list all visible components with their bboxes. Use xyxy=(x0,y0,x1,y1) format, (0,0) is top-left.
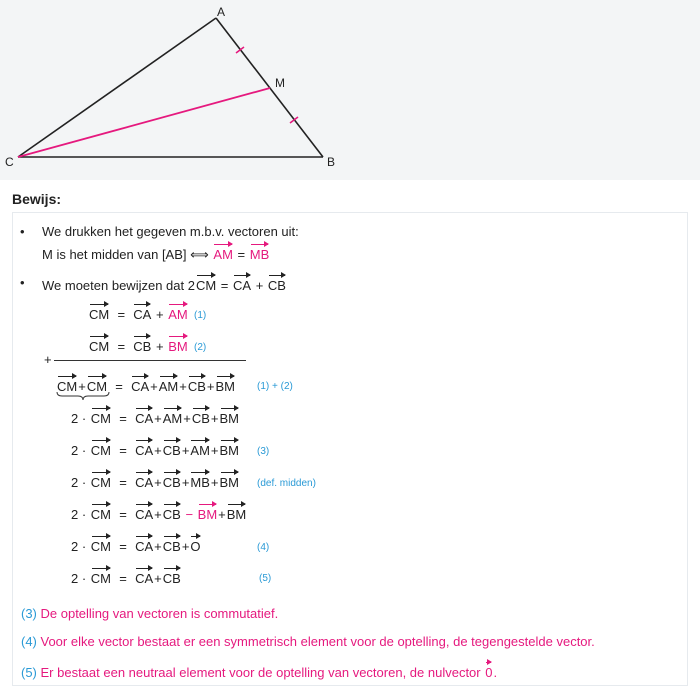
vector-cb: CB xyxy=(163,437,181,458)
vector-cb: CB xyxy=(163,469,181,490)
vector-cm: CM xyxy=(87,373,107,394)
vector-cb: CB xyxy=(163,533,181,554)
equals: = xyxy=(113,339,129,354)
median-cm xyxy=(18,88,270,157)
bullet1-line2 xyxy=(42,241,270,263)
label-m: M xyxy=(275,76,285,90)
coefficient: 2 · xyxy=(71,571,90,586)
footnote-number: (4) xyxy=(21,634,37,649)
footnote-4 xyxy=(21,634,595,649)
equation-4: 2 · CM = CA+AM+CB+BM xyxy=(71,405,240,426)
equals: = xyxy=(115,475,131,490)
triangle-svg xyxy=(0,0,700,180)
proof-title: Bewijs: xyxy=(12,191,62,207)
equals: = xyxy=(115,571,131,586)
equals: = xyxy=(115,507,131,522)
vector-bm: BM xyxy=(168,333,188,354)
label-a: A xyxy=(217,5,226,19)
triangle-diagram xyxy=(0,0,700,180)
vector-cb: CB xyxy=(268,272,286,293)
vector-bm: BM xyxy=(216,373,236,394)
label-b: B xyxy=(327,155,336,169)
vector-ca: CA xyxy=(135,565,153,586)
vector-am: AM xyxy=(163,405,183,426)
vector-ca: CA xyxy=(233,272,251,293)
bullet1-line1: We drukken het gegeven m.b.v. vectoren uit: xyxy=(42,224,299,239)
coefficient: 2 · xyxy=(71,539,90,554)
vector-cb: CB xyxy=(133,333,151,354)
vector-am: AM xyxy=(168,301,188,322)
vector-cm: CM xyxy=(57,373,77,394)
minus-sign: − xyxy=(185,507,194,522)
vector-cm: CM xyxy=(91,437,111,458)
side-ca xyxy=(18,18,216,157)
ref-def-midden: (def. midden) xyxy=(257,478,316,489)
vector-cm: CM xyxy=(91,469,111,490)
vector-bm: BM xyxy=(220,469,240,490)
midpoint-statement: M is het midden van [AB] xyxy=(42,247,187,262)
plus-sign: + xyxy=(44,352,52,367)
vector-cm: CM xyxy=(91,501,111,522)
vector-am: AM xyxy=(190,437,210,458)
footnote-text: De optelling van vectoren is commutatief. xyxy=(36,606,279,621)
equation-7: 2 · CM = CA+CB − BM+BM xyxy=(71,501,247,522)
footnote-number: (3) xyxy=(21,606,37,621)
equals: = xyxy=(237,247,246,262)
coefficient: 2 · xyxy=(71,443,90,458)
footnote-text: Voor elke vector bestaat er een symmetrisch element voor de optelling, de tegengestelde vector. xyxy=(36,634,595,649)
bullet-dot-2: • xyxy=(20,275,25,290)
vector-mb: MB xyxy=(250,241,270,262)
sum-line xyxy=(54,360,246,361)
vector-bm: BM xyxy=(220,437,240,458)
label-c: C xyxy=(5,155,14,169)
bullet2-line xyxy=(42,272,287,293)
vector-cm: CM xyxy=(196,272,216,293)
ref-1-plus-2: (1) + (2) xyxy=(257,381,293,392)
equals: = xyxy=(115,443,131,458)
plus: + xyxy=(252,278,267,293)
ref-4: (4) xyxy=(257,542,270,553)
period: . xyxy=(493,665,498,680)
ref-5: (5) xyxy=(259,573,272,584)
equation-3: CM+CM = CA+AM+CB+BM xyxy=(56,373,236,394)
bullet-dot-1: • xyxy=(20,224,25,239)
vector-mb: MB xyxy=(190,469,210,490)
vector-ca: CA xyxy=(135,469,153,490)
equation-8: 2 · CM = CA+CB+O xyxy=(71,533,202,554)
vector-ca: CA xyxy=(133,301,151,322)
footnote-number: (5) xyxy=(21,665,37,680)
vector-cb: CB xyxy=(163,501,181,522)
ref-2: (2) xyxy=(194,342,207,353)
equation-1: CM = CA + AM xyxy=(88,301,189,322)
vector-cm: CM xyxy=(91,405,111,426)
equals: = xyxy=(115,411,131,426)
vector-cm: CM xyxy=(91,565,111,586)
goal-text: We moeten bewijzen dat 2 xyxy=(42,278,195,293)
vector-bm: BM xyxy=(227,501,247,522)
footnote-3 xyxy=(21,606,278,621)
vector-cm: CM xyxy=(91,533,111,554)
ref-1: (1) xyxy=(194,310,207,321)
equals: = xyxy=(113,307,129,322)
equation-5: 2 · CM = CA+CB+AM+BM xyxy=(71,437,240,458)
coefficient: 2 · xyxy=(71,475,90,490)
iff-symbol: ⟺ xyxy=(190,247,209,262)
vector-cb: CB xyxy=(163,565,181,586)
zero-vector: 0 xyxy=(485,659,492,680)
vector-bm: BM xyxy=(198,501,218,522)
vector-ca: CA xyxy=(135,501,153,522)
vector-cb: CB xyxy=(192,405,210,426)
equals: = xyxy=(111,379,127,394)
vector-bm: BM xyxy=(220,405,240,426)
footnote-5 xyxy=(21,659,497,680)
vector-am: AM xyxy=(213,241,233,262)
vector-am: AM xyxy=(159,373,179,394)
vector-cb: CB xyxy=(188,373,206,394)
coefficient: 2 · xyxy=(71,507,90,522)
equation-2: CM = CB + BM xyxy=(88,333,189,354)
footnote-text: Er bestaat een neutraal element voor de optelling van vectoren, de nulvector xyxy=(36,665,485,680)
zero-vector: O xyxy=(190,533,200,554)
equation-9: 2 · CM = CA+CB xyxy=(71,565,182,586)
vector-ca: CA xyxy=(135,437,153,458)
equation-6: 2 · CM = CA+CB+MB+BM xyxy=(71,469,240,490)
vector-cm: CM xyxy=(89,301,109,322)
vector-ca: CA xyxy=(135,533,153,554)
vector-ca: CA xyxy=(131,373,149,394)
equals: = xyxy=(115,539,131,554)
coefficient: 2 · xyxy=(71,411,90,426)
vector-ca: CA xyxy=(135,405,153,426)
underbrace xyxy=(56,391,110,401)
ref-3: (3) xyxy=(257,446,270,457)
equals: = xyxy=(217,278,233,293)
vector-cm: CM xyxy=(89,333,109,354)
